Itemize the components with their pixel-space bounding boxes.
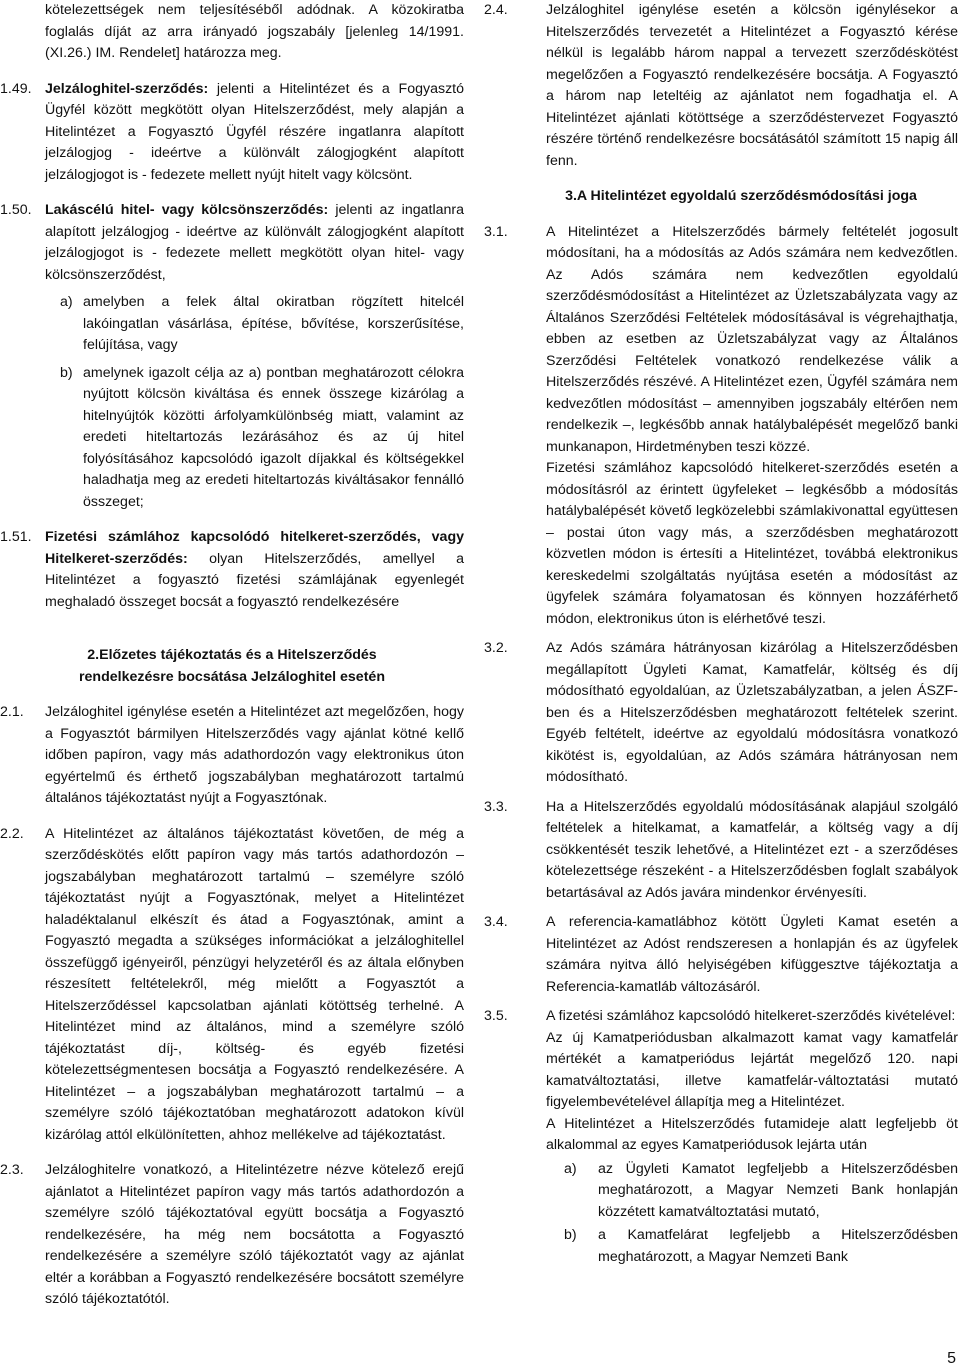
- section-number: 2.3.: [0, 1162, 24, 1178]
- section-number: 1.50.: [0, 202, 32, 218]
- list-label: b): [564, 1227, 577, 1243]
- paragraph-text: A referencia-kamatlábhoz kötött Ügyleti Kamat esetén a Hitelintézet az Adóst rendszeresen a honlapján és az ügyfelek számára nyitva álló helyiségében kifüggesztve tájékoztatja a Referencia-kamatláb változásáról.: [546, 914, 958, 995]
- section-2-4: [484, 0, 958, 172]
- left-column: [0, 0, 464, 1311]
- section-number: 3.5.: [484, 1008, 508, 1024]
- definition-text: jelenti az ingatlanra alapított jelzálogjog - ideértve az különvált zálogjogként alapított jelzálogjogot is - fedezete mellett megkötött olyan hitel- vagy kölcsönszerződést,: [45, 202, 464, 283]
- section-3-3: [484, 797, 958, 905]
- list-item: [564, 1159, 958, 1224]
- defined-term: Fizetési számlához kapcsolódó hitelkeret-szerződés, vagy Hitelkeret-szerződés:: [45, 529, 464, 567]
- section-number: 1.49.: [0, 80, 32, 97]
- paragraph-text: Ha a Hitelszerződés egyoldalú módosításának alapjául szolgáló feltételek a hitelkamat, a kamatfelár, a költség vagy a díj csökkentését teszik lehetővé, a Hitelintézet ezt - a szerződéses kötelezettsége részeként - a Hitelszerződésben foglalt szabályok betartásával az Adós javára mindenkor érvényesíti.: [546, 798, 958, 901]
- list-item: [60, 292, 464, 357]
- section-3-4: [484, 912, 958, 998]
- section-1-50: [0, 200, 464, 286]
- section-3-2: [484, 638, 958, 789]
- section-number: 3.3.: [484, 798, 508, 815]
- section-2-3: [0, 1160, 464, 1311]
- paragraph-continuation: Fizetési számlához kapcsolódó hitelkeret-szerződés esetén a módosításról az érintett ügyfeleket – legkésőbb a módosítás hatálybalépését követő legközelebbi számlakivonattal együttesen – postai úton vagy más, a szerződésben meghatározott közvetlen módon is értesíti a Hitelintézet, továbbá elektronikus kereskedelmi szolgáltatás nyújtása esetén a módosítást az ügyfelek számára folyamatosan és könnyen hozzáférhető módon, elektronikus úton is elérhetővé teszi.: [546, 460, 958, 627]
- section-1-51: [0, 527, 464, 613]
- section-heading-3: 3.A Hitelintézet egyoldalú szerződésmódosítási joga: [565, 188, 917, 204]
- list-label: b): [60, 364, 73, 381]
- page-number: 5: [947, 1349, 956, 1367]
- paragraph-text: A Hitelintézet a Hitelszerződés bármely feltételét jogosult módosítani, ha a módosítás az Adós számára nem kedvezőtlen. Az Adós számára nem kedvezőtlen egyoldalú szerződésmódosítást a Hitelintézet az Üzletszabályzata vagy az Általános Szerződési Feltételek módosításával is végrehajthatja, ebben az esetben az Üzletszabályzat vagy az Általános Szerződési Feltételek vonatkozó rendelkezése válik a Hitelszerződés részévé. A Hitelintézet ezen, Ügyfél számára nem kedvezőtlen módosítást – amennyiben jogszabály eltérően nem rendelkezik –, legkésőbb annak hatálybalépését megelőző banki munkanapon, Hirdetményben teszi közzé.: [546, 223, 958, 455]
- section-3-1: [484, 222, 958, 459]
- section-1-50-subitems: [0, 292, 464, 513]
- section-number: 2.4.: [484, 2, 508, 18]
- list-text: amelynek igazolt célja az a) pontban meghatározott célokra nyújtott kölcsön kiváltása és ennek összege kizárólag a hitelnyújtók közötti árfolyamkülönbség miatt, valamint az eredeti hiteltartozás lezárásához és az új hitel folyósításához kapcsolódó igazolt díjakkal és költségekkel haladhatja meg az eredeti hiteltartozás kiváltásakor fennálló összeget;: [83, 364, 464, 510]
- list-item: [564, 1225, 958, 1268]
- paragraph-text: A fizetési számlához kapcsolódó hitelkeret-szerződés kivételével:: [546, 1008, 956, 1024]
- section-number: 1.51.: [0, 529, 32, 545]
- defined-term: Lakáscélú hitel- vagy kölcsönszerződés:: [45, 202, 329, 218]
- paragraph-text: Jelzáloghitel igénylése esetén a Hitelintézet azt megelőzően, hogy a Fogyasztót bármilyen Hitelszerződés vagy ajánlat kötné kellő időben papíron, vagy más adathordozón vagy elektronikus úton egyértelmű és érthető jogszabályban meghatározott tartalmú általános tájékoztatást nyújt a Fogyasztónak.: [45, 704, 464, 806]
- paragraph-text: Jelzáloghitelre vonatkozó, a Hitelintézetre nézve kötelező erejű ajánlatot a Hitelintézet papíron vagy más tartós adathordozón a személyre szóló tájékoztatóval együtt bocsátja a Fogyasztó rendelkezésére, ha még nem bocsátotta a Fogyasztó rendelkezésére a személyre szóló tájékoztatót vagy az ajánlat eltér a korábban a Fogyasztó rendelkezésére bocsátott személyre szóló tájékoztatótól.: [45, 1162, 464, 1307]
- list-label: a): [564, 1160, 577, 1177]
- paragraph-continuation: Az új Kamatperiódusban alkalmazott kamat vagy kamatfelár mértékét a kamatperiódus lejártát megelőző 120. napi kamatváltoztatási, illetve kamatfelár-változtatási mutató figyelembevételével állapítja meg a Hitelintézet.: [546, 1029, 958, 1110]
- section-number: 2.1.: [0, 704, 24, 720]
- list-label: a): [60, 294, 73, 310]
- list-item: [60, 363, 464, 514]
- section-number: 3.1.: [484, 223, 508, 240]
- section-2-2: [0, 824, 464, 1147]
- paragraph-text: Az Adós számára hátrányosan kizárólag a Hitelszerződésben megállapított Ügyleti Kamat, Kamatfelár, költség és díj módosítható egyoldalúan, az Üzletszabályzatban, a jelen ÁSZF-ben és a Hitelszerződésben meghatározott feltételek szerint. Egyéb feltételt, ideértve az egyoldalú módosításra vonatkozó kikötést is, egyoldalúan, az Adós számára hátrányosan nem módosítható.: [546, 640, 958, 785]
- section-heading-2: 2.Előzetes tájékoztatás és a Hitelszerződés rendelkezésre bocsátása Jelzáloghitel esetén: [79, 647, 385, 685]
- section-number: 3.4.: [484, 914, 508, 930]
- definition-text: jelenti a Hitelintézet és a Fogyasztó Ügyfél között megkötött olyan Hitelszerződést, mely alapján a Hitelintézet a Fogyasztó Ügyfél részére ingatlanra alapított jelzálogjog - ideértve a különvált zálogjogként alapított jelzálogjogot is - fedezete mellett nyújt hitelt vagy kölcsönt.: [45, 80, 464, 183]
- list-text: az Ügyleti Kamatot legfeljebb a Hitelszerződésben meghatározott, a Magyar Nemzeti Bank honlapján közzétett kamatváltoztatási mutató,: [598, 1160, 958, 1220]
- list-text: amelyben a felek által okiratban rögzített hitelcél lakóingatlan vásárlása, építése, bővítése, korszerűsítése, felújítása, vagy: [83, 294, 464, 353]
- defined-term: Jelzáloghitel-szerződés:: [45, 80, 209, 97]
- definition-text: olyan Hitelszerződés, amellyel a Hitelintézet a fogyasztó fizetési számlájának egyenlegét meghaladó összeget bocsát a fogyasztó rendelkezésére: [45, 550, 464, 610]
- paragraph-text: Jelzáloghitel igénylése esetén a kölcsön igénylésekor a Hitelszerződés tervezetét a Hitelintézet a Fogyasztó kérése nélkül is legalább három nappal a tervezett szerződéskötést megelőzően a Fogyasztó rendelkezésére bocsátja. A Fogyasztó a három nap leteltéig az ajánlatot nem fogadhatja el. A Hitelintézet ajánlati kötöttsége a szerződéstervezet Fogyasztó részére történő rendelkezésre bocsátásától számított 15 napig áll fenn.: [546, 2, 958, 169]
- list-text: a Kamatfelárat legfeljebb a Hitelszerződésben meghatározott, a Magyar Nemzeti Bank: [598, 1227, 958, 1265]
- paragraph-continuation: A Hitelintézet a Hitelszerződés futamideje alatt legfeljebb öt alkalommal az egyes Kamatperiódusok lejárta után: [546, 1115, 958, 1153]
- intro-continuation: kötelezettségek nem teljesítéséből adódnak. A közokiratba foglalás díját az arra irányadó jogszabály [jelenleg 14/1991. (XI.26.) IM. Rendelet] határozza meg.: [45, 2, 464, 61]
- paragraph-text: A Hitelintézet az általános tájékoztatást követően, de még a szerződéskötés előtt papíron vagy más tartós adathordozón – jogszabályban meghatározott tartalmú – személyre szóló tájékoztatást nyújt a Fogyasztónak, melyet a Hitelintézet haladéktalanul elkészít és átad a Fogyasztónak, amint a Fogyasztó megadta a szükséges információkat a jelzáloghitellel összefüggő igényeiről, pénzügyi helyzetéről és az általa előnyben részesített feltételekről, még mielőtt a Fogyasztót a Hitelszerződéssel kapcsolatban ajánlati kötöttség terhelné. A Hitelintézet mind az általános, mind a személyre szóló tájékoztatást díj-, költség- és egyéb fizetési kötelezettségmentesen bocsátja a Fogyasztó rendelkezésére. A Hitelintézet – a jogszabályban meghatározott tartalmú – a személyre szóló tájékoztatóban meghatározott adatokon kívül kizárólag attól elkülönítetten, ahhoz mellékelve ad tájékoztatást.: [45, 825, 464, 1143]
- section-number: 2.2.: [0, 825, 24, 842]
- section-2-1: [0, 702, 464, 810]
- section-number: 3.2.: [484, 640, 508, 656]
- section-1-49: [0, 79, 464, 187]
- right-column: [484, 0, 958, 1268]
- section-3-5-subitems: [484, 1159, 958, 1269]
- section-3-5: [484, 1006, 958, 1028]
